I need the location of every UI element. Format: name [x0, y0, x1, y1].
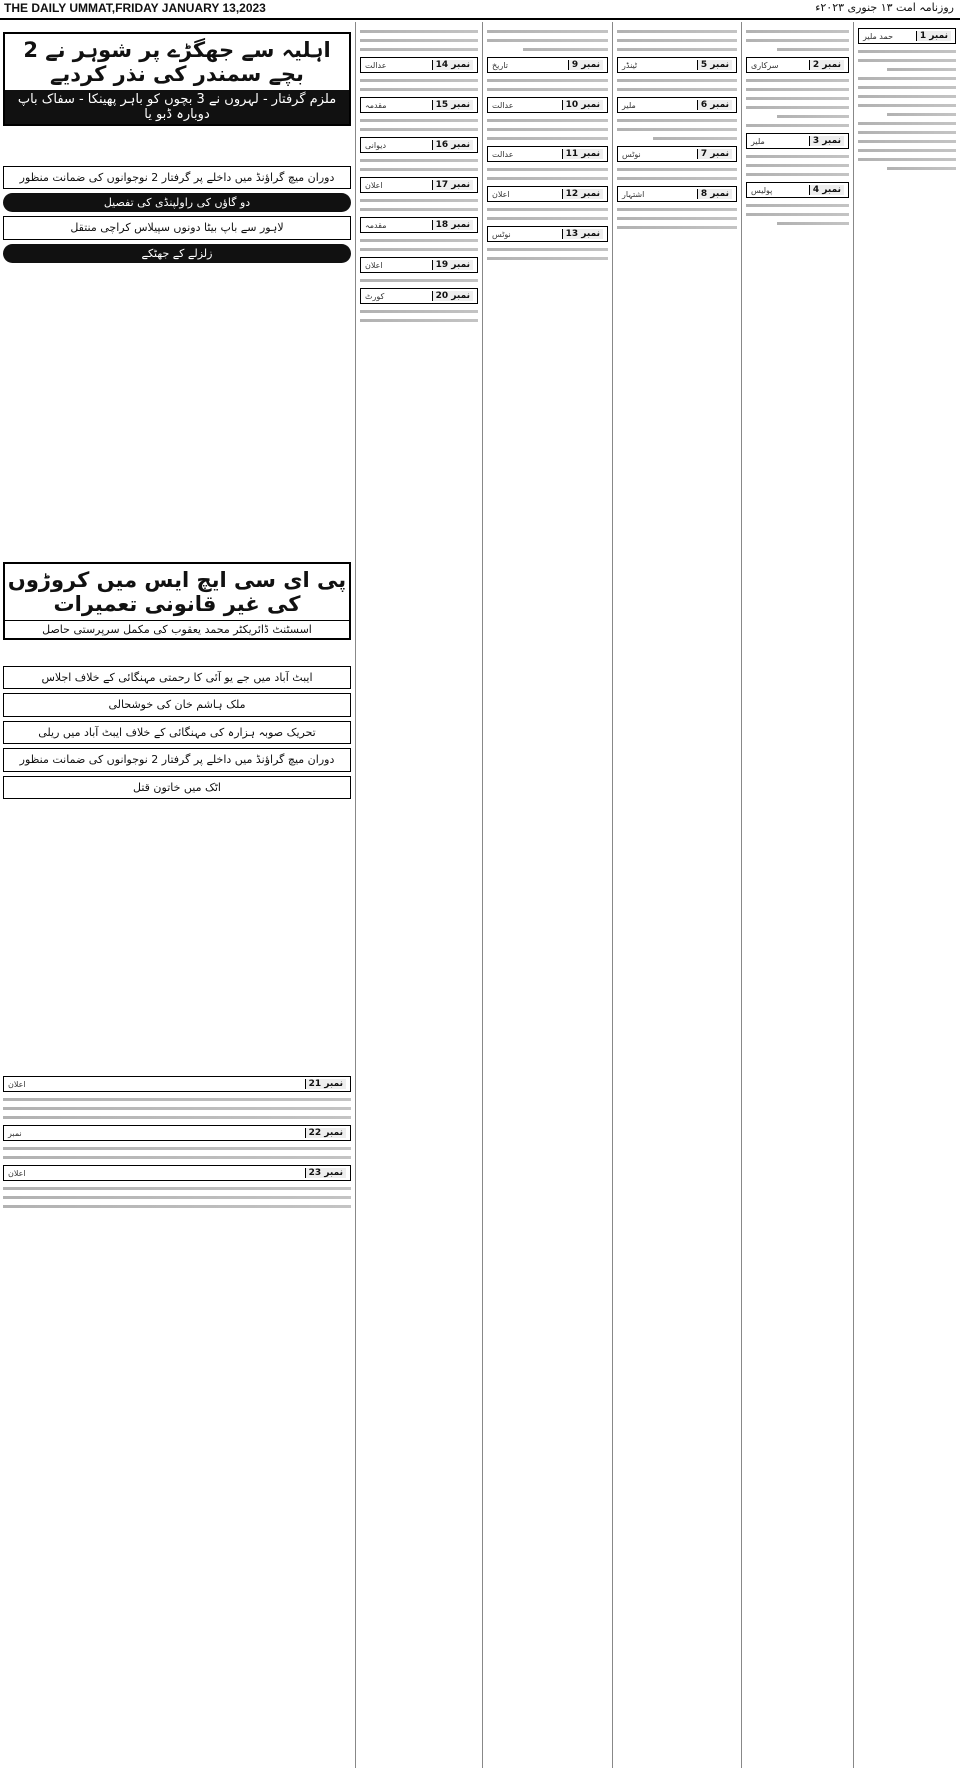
tender-heading-14: نمبر 14 عدالت	[360, 57, 478, 73]
earthquake-badge: زلزلے کے جھٹکے	[3, 244, 351, 263]
tender-heading-8: نمبر 8 اشتہار	[617, 186, 737, 202]
tender-heading-18: نمبر 18 مقدمہ	[360, 217, 478, 233]
column-1	[853, 22, 960, 1768]
hazara-rally-box: تحریک صوبہ ہزارہ کی مہنگائی کے خلاف ایبٹ آباد میں ریلی	[3, 721, 351, 744]
tender-heading-2: نمبر 2 سرکاری	[746, 57, 849, 73]
tender-heading-22: نمبر 22 نمبر	[3, 1125, 351, 1141]
attock-box: اٹک میں خاتون قتل	[3, 776, 351, 799]
tender-heading-3: نمبر 3 ملیر	[746, 133, 849, 149]
masthead-english: THE DAILY UMMAT,FRIDAY JANUARY 13,2023	[4, 1, 266, 15]
rawalpindi-badge: دو گاؤں کی راولپنڈی کی تفصیل	[3, 193, 351, 212]
tender-heading-11: نمبر 11 عدالت	[487, 146, 608, 162]
pecs-subheadline: اسسٹنٹ ڈائریکٹر محمد یعقوب کی مکمل سرپرستی حاصل	[5, 620, 349, 638]
top-headline: اہلیہ سے جھگڑے پر شوہر نے 2 بچے سمندر کی نذر کردیے	[23, 38, 331, 86]
tender-heading-16: نمبر 16 دیوانی	[360, 137, 478, 153]
tender-heading-5: نمبر 5 ٹینڈر	[617, 57, 737, 73]
column-4	[482, 22, 612, 1768]
masthead-urdu: روزنامہ امت ۱۳ جنوری ۲۰۲۳ء	[815, 1, 954, 14]
column-2	[741, 22, 853, 1768]
tender-heading-17: نمبر 17 اعلان	[360, 177, 478, 193]
top-headline-box	[3, 32, 351, 126]
column-3	[612, 22, 741, 1768]
tender-heading-1: نمبر 1 حمد ملیر	[858, 28, 956, 44]
tender-heading-7: نمبر 7 نوٹس	[617, 146, 737, 162]
tender-heading-6: نمبر 6 ملیر	[617, 97, 737, 113]
tender-heading-9: نمبر 9 تاریخ	[487, 57, 608, 73]
pecs-headline: پی ای سی ایچ ایس میں کروڑوں کی غیر قانونی تعمیرات	[7, 568, 347, 616]
tender-heading-4: نمبر 4 پولیس	[746, 182, 849, 198]
tender-heading-21: نمبر 21 اعلان	[3, 1076, 351, 1092]
abbottabad-box: ایبٹ آباد میں جے یو آئی کا رحمتی مہنگائی کے خلاف اجلاس	[3, 666, 351, 689]
tender-heading-23: نمبر 23 اعلان	[3, 1165, 351, 1181]
tender-heading-12: نمبر 12 اعلان	[487, 186, 608, 202]
tender-heading-13: نمبر 13 نوٹس	[487, 226, 608, 242]
bail-box-2: دوران میچ گراؤنڈ میں داخلے پر گرفتار 2 نوجوانوں کی ضمانت منظور	[3, 748, 351, 771]
tender-heading-19: نمبر 19 اعلان	[360, 257, 478, 273]
column-5	[355, 22, 482, 1768]
lahore-box: لاہور سے باپ بیٹا دونوں سپیلاس کراچی منتقل	[3, 216, 351, 239]
bail-box: دوران میچ گراؤنڈ میں داخلے پر گرفتار 2 نوجوانوں کی ضمانت منظور	[3, 166, 351, 189]
newspaper-page	[0, 22, 960, 1770]
hashim-khan-box: ملک ہاشم خان کی خوشحالی	[3, 693, 351, 716]
tender-heading-10: نمبر 10 عدالت	[487, 97, 608, 113]
tender-heading-15: نمبر 15 مقدمہ	[360, 97, 478, 113]
top-headline-subbar: ملزم گرفتار - لہروں نے 3 بچوں کو باہر پھینکا - سفاک باپ دوبارہ ڈبو یا	[5, 90, 349, 124]
masthead	[0, 0, 960, 20]
pecs-headline-box	[3, 562, 351, 640]
news-area	[0, 22, 355, 1768]
tender-heading-20: نمبر 20 کورٹ	[360, 288, 478, 304]
